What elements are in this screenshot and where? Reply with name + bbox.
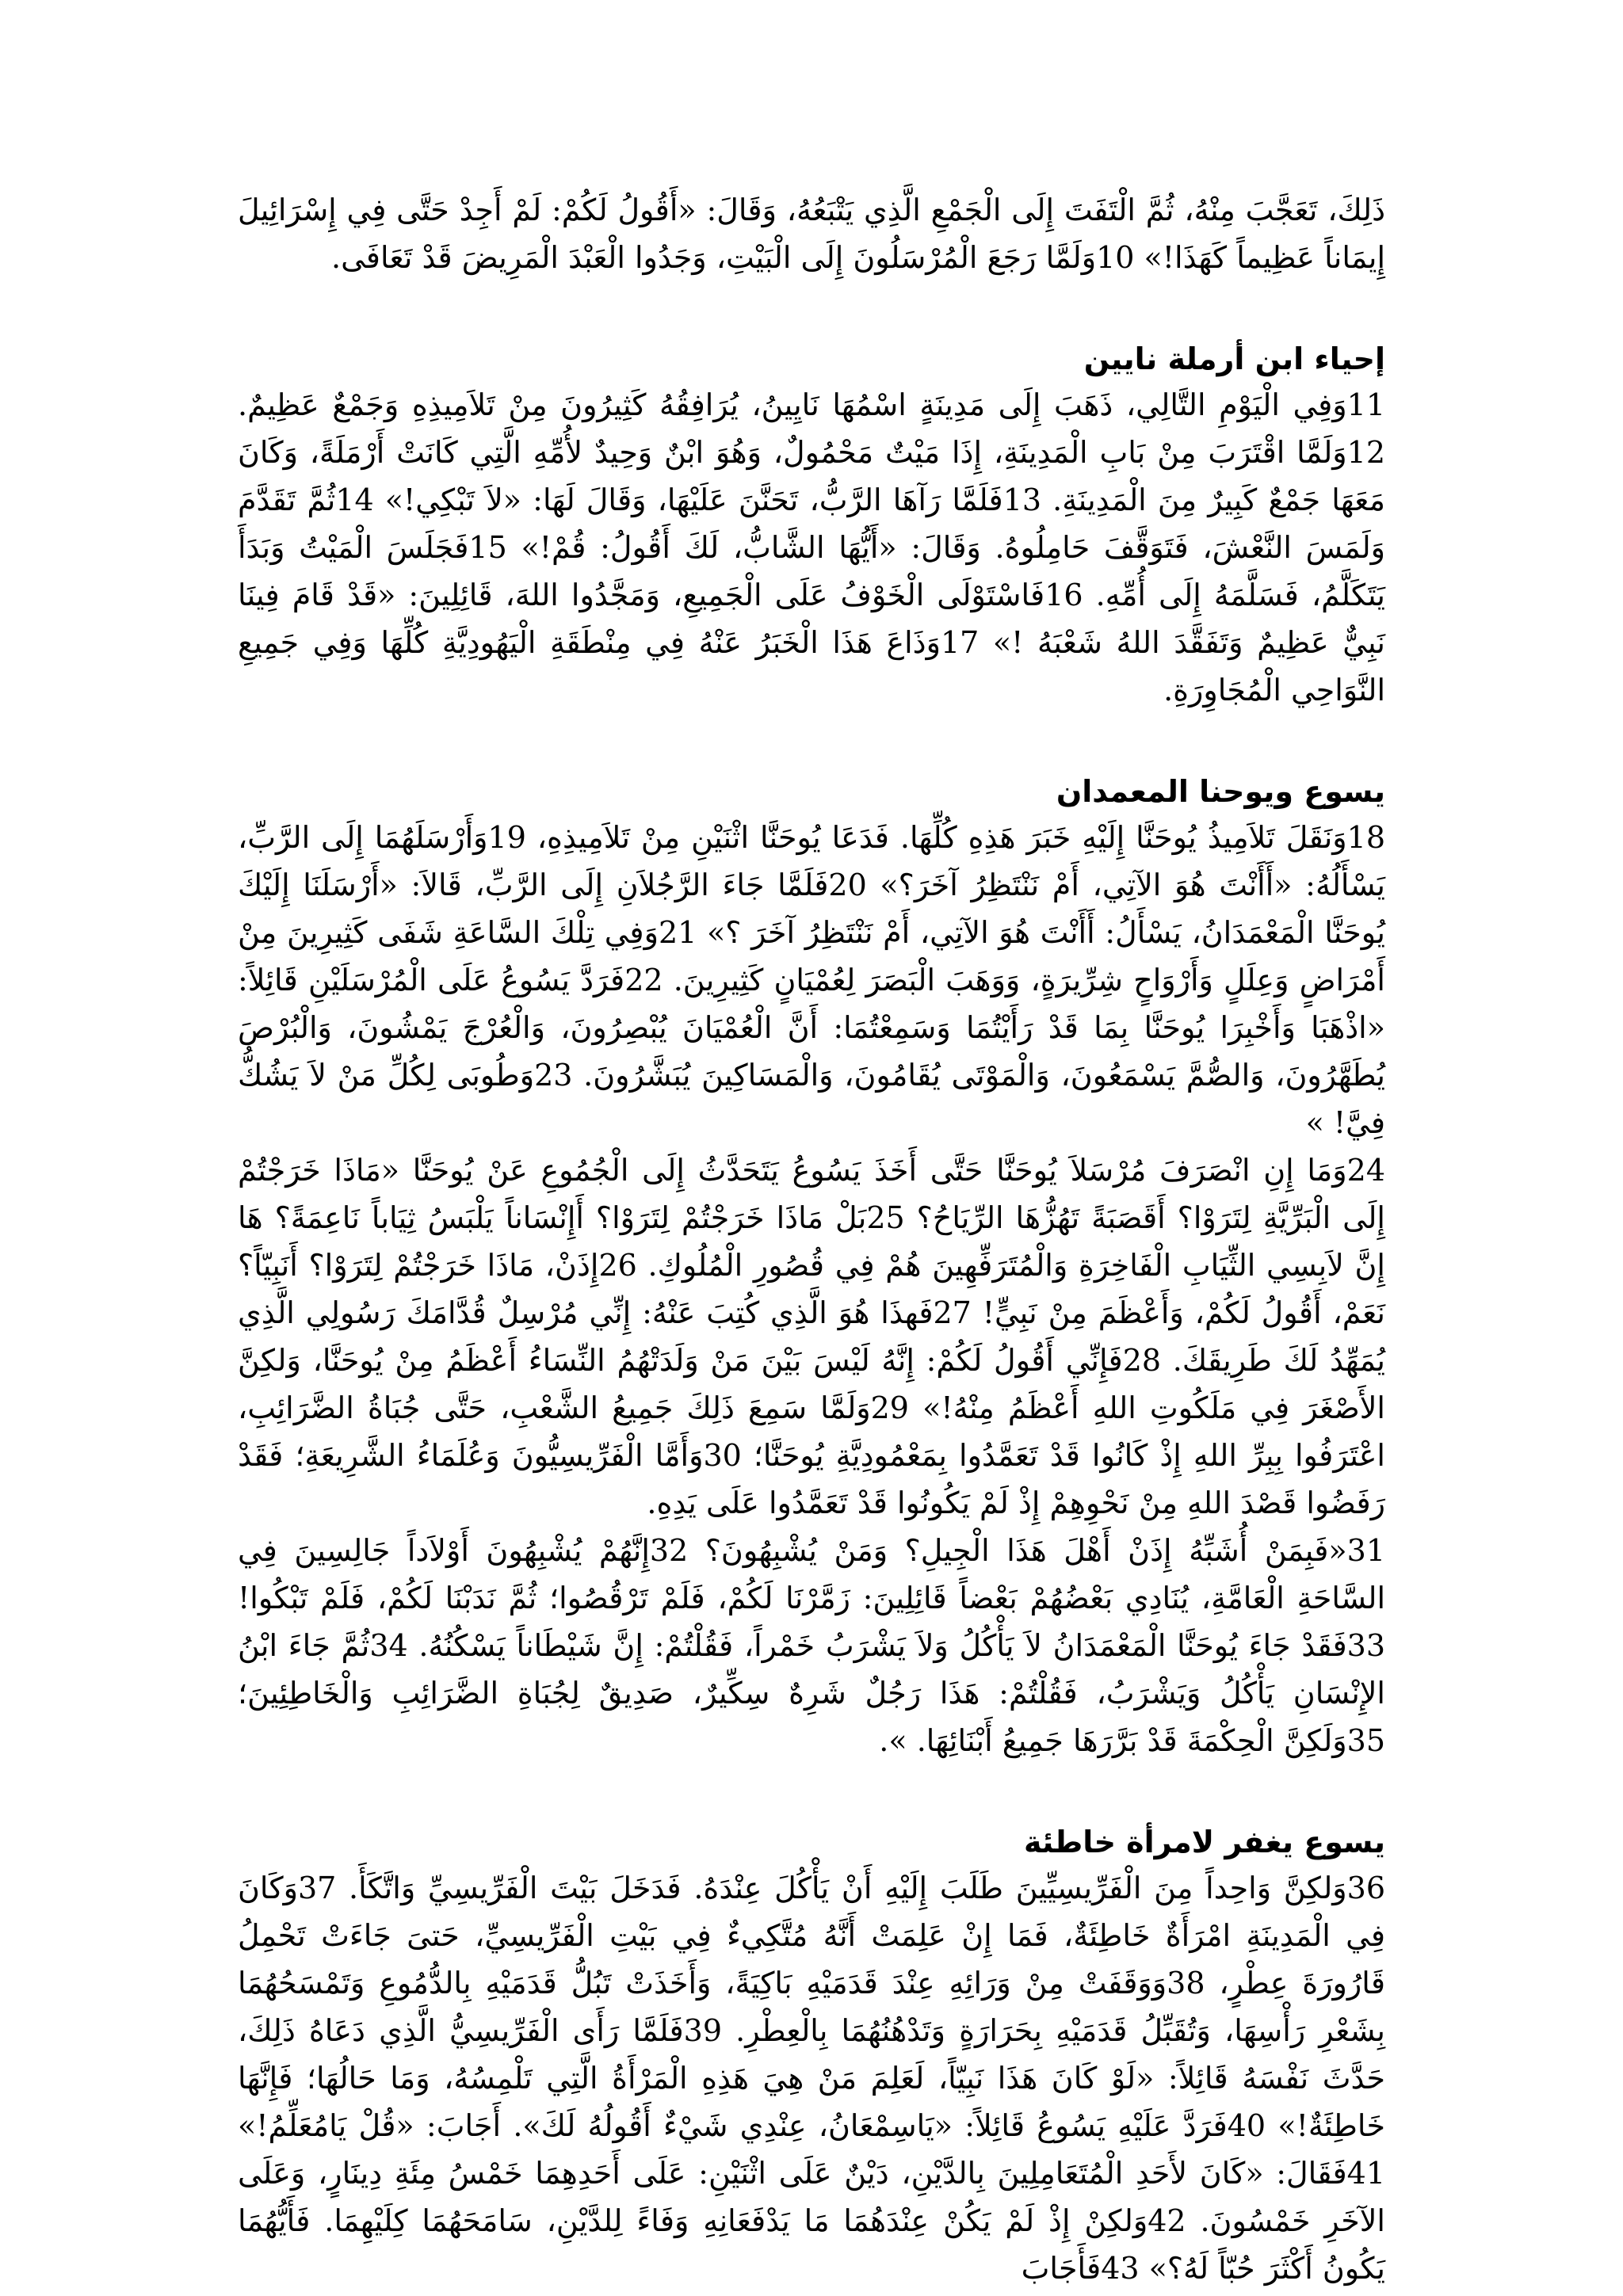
section-nain-widow	[238, 337, 1385, 714]
section-paragraph: 36وَلكِنَّ وَاحِداً مِنَ الْفَرِّيسِيِّينَ طَلَبَ إِلَيْهِ أَنْ يَأْكُلَ عِنْدَهُ. فَدَخَلَ بَيْتَ الْفَرِّيسِيِّ وَاتَّكَأَ. 37وَكَانَ فِي الْمَدِينَةِ امْرَأَةٌ خَاطِئَةٌ، فَمَا إِنْ عَلِمَتْ أَنَّهُ مُتَّكِيءٌ فِي بَيْتِ الْفَرِّيسِيِّ، حَتىَ جَاءَتْ تَحْمِلُ قَارُورَةَ عِطْرٍ، 38وَوَقَفَتْ مِنْ وَرَائِهِ عِنْدَ قَدَمَيْهِ بَاكِيَةً، وَأَخَذَتْ تَبُلُّ قَدَمَيْهِ بِالدُّمُوعِ وَتَمْسَحُهُمَا بِشَعْرِ رَأْسِهَا، وَتُقَبِّلُ قَدَمَيْهِ بِحَرَارَةٍ وَتَدْهُنُهُمَا بِالْعِطْرِ. 39فَلَمَّا رَأَى الْفَرِّيسِيُّ الَّذِي دَعَاهُ ذَلِكَ، حَدَّثَ نَفْسَهُ قَائِلاً: «لَوْ كَانَ هَذَا نَبِيّاً، لَعَلِمَ مَنْ هِيَ هَذِهِ الْمَرْأَةُ الَّتِي تَلْمِسُهُ، وَمَا حَالُهَا؛ فَإِنَّهَا خَاطِئَةٌ!» 40فَرَدَّ عَلَيْهِ يَسُوعُ قَائِلاً: «يَاسِمْعَانُ، عِنْدِي شَيْءٌ أَقُولُهُ لَكَ». أَجَابَ: «قُلْ يَامُعَلِّمُ!» 41فَقَالَ: «كَانَ لأَحَدِ الْمُتَعَامِلِينَ بِالدَّيْنِ، دَيْنٌ عَلَى اثْنَيْنِ: عَلَى أَحَدِهِمَا خَمْسُ مِئَةِ دِينَارٍ، وَعَلَى الآخَرِ خَمْسُونَ. 42وَلكِنْ إِذْ لَمْ يَكُنْ عِنْدَهُمَا مَا يَدْفَعَانِهِ وَفَاءً لِلدَّيْنِ، سَامَحَهُمَا كِلَيْهِمَا. فَأَيُّهُمَا يَكُونُ أَكْثَرَ حُبّاً لَهُ؟» 43فَأَجَابَ	[238, 1871, 1385, 2286]
intro-paragraph: ذَلِكَ، تَعَجَّبَ مِنْهُ، ثُمَّ الْتَفَتَ إِلَى الْجَمْعِ الَّذِي يَتْبَعُهُ، وَقَالَ: «أَقُولُ لَكُمْ: لَمْ أَجِدْ حَتَّى فِي إِسْرَائِيلَ إِيمَاناً عَظِيماً كَهَذَا!» 10وَلَمَّا رَجَعَ الْمُرْسَلُونَ إِلَى الْبَيْتِ، وَجَدُوا الْعَبْدَ الْمَرِيضَ قَدْ تَعَافَى.	[238, 193, 1385, 275]
section-heading: يسوع يغفر لامرأة خاطئة	[1023, 1825, 1385, 1859]
document-page	[238, 186, 1385, 2292]
section-paragraph: 11وَفِي الْيَوْمِ التَّالِي، ذَهَبَ إِلَى مَدِينَةٍ اسْمُهَا نَايِينُ، يُرَافِقُهُ كَثِيرُونَ مِنْ تَلاَمِيذِهِ وَجَمْعٌ عَظِيمٌ. 12وَلَمَّا اقْتَرَبَ مِنْ بَابِ الْمَدِينَةِ، إِذَا مَيْتٌ مَحْمُولٌ، وَهُوَ ابْنٌ وَحِيدٌ لأُمِّهِ الَّتِي كَانَتْ أَرْمَلَةً، وَكَانَ مَعَهَا جَمْعٌ كَبِيرٌ مِنَ الْمَدِينَةِ. 13فَلَمَّا رَآهَا الرَّبُّ، تَحَنَّنَ عَلَيْهَا، وَقَالَ لَهَا: «لاَ تَبْكِي!» 14ثُمَّ تَقَدَّمَ وَلَمَسَ النَّعْشَ، فَتَوَقَّفَ حَامِلُوهُ. وَقَالَ: «أَيُّهَا الشَّابُّ، لَكَ أَقُولُ: قُمْ!» 15فَجَلَسَ الْمَيْتُ وَبَدَأَ يَتَكَلَّمُ، فَسَلَّمَهُ إِلَى أُمِّهِ. 16فَاسْتَوْلَى الْخَوْفُ عَلَى الْجَمِيعِ، وَمَجَّدُوا اللهَ، قَائِلِينَ: «قَدْ قَامَ فِينَا نَبِيٌّ عَظِيمٌ وَتَفَقَّدَ اللهُ شَعْبَهُ !» 17وَذَاعَ هَذَا الْخَبَرُ عَنْهُ فِي مِنْطَقَةِ الْيَهُودِيَّةِ كُلِّهَا وَفِي جَمِيعِ النَّوَاحِي الْمُجَاوِرَةِ.	[238, 387, 1386, 707]
section-heading: إحياء ابن أرملة نايين	[1083, 341, 1385, 376]
section-paragraph: 24وَمَا إِنِ انْصَرَفَ مُرْسَلاَ يُوحَنَّا حَتَّى أَخَذَ يَسُوعُ يَتَحَدَّثُ إِلَى الْجُمُوعِ عَنْ يُوحَنَّا «مَاذَا خَرَجْتُمْ إِلَى الْبَرِّيَّةِ لِتَرَوْا؟ أَقَصَبَةً تَهُزُّهَا الرِّيَاحُ؟ 25بَلْ مَاذَا خَرَجْتُمْ لِتَرَوْا؟ أَإِنْسَاناً يَلْبَسُ ثِيَاباً نَاعِمَةً؟ هَا إِنَّ لاَبِسِي الثِّيَابِ الْفَاخِرَةِ وَالْمُتَرَفِّهِينَ هُمْ فِي قُصُورِ الْمُلُوكِ. 26إِذَنْ، مَاذَا خَرَجْتُمْ لِتَرَوْا؟ أَنَبِيّاً؟ نَعَمْ، أَقُولُ لَكُمْ، وَأَعْظَمَ مِنْ نَبِيٍّ! 27فَهذَا هُوَ الَّذِي كُتِبَ عَنْهُ: إِنِّي مُرْسِلٌ قُدَّامَكَ رَسُولِي الَّذِي يُمَهِّدُ لَكَ طَرِيقَكَ. 28فَإِنِّي أَقُولُ لَكُمْ: إِنَّهُ لَيْسَ بَيْنَ مَنْ وَلَدَتْهُمُ النِّسَاءُ أَعْظَمُ مِنْ يُوحَنَّا، وَلكِنَّ الأَصْغَرَ فِي مَلَكُوتِ اللهِ أَعْظَمُ مِنْهُ!» 29وَلَمَّا سَمِعَ ذَلِكَ جَمِيعُ الشَّعْبِ، حَتَّى جُبَاةُ الضَّرَائِبِ، اعْتَرَفُوا بِبِرِّ اللهِ إِذْ كَانُوا قَدْ تَعَمَّدُوا بِمَعْمُودِيَّةِ يُوحَنَّا؛ 30وَأَمَّا الْفَرِّيسِيُّونَ وَعُلَمَاءُ الشَّرِيعَةِ؛ فَقَدْ رَفَضُوا قَصْدَ اللهِ مِنْ نَحْوِهِمْ إِذْ لَمْ يَكُونُوا قَدْ تَعَمَّدُوا عَلَى يَدِهِ.	[238, 1153, 1385, 1520]
section-heading: يسوع ويوحنا المعمدان	[1056, 774, 1385, 809]
section-john-baptist	[238, 769, 1385, 1764]
section-paragraph: 18وَنَقَلَ تَلاَمِيذُ يُوحَنَّا إِلَيْهِ خَبَرَ هَذِهِ كُلِّهَا. فَدَعَا يُوحَنَّا اثْنَيْنِ مِنْ تَلاَمِيذِهِ، 19وَأَرْسَلَهُمَا إِلَى الرَّبِّ، يَسْأَلُهُ: «أَأَنْتَ هُوَ الآتِي، أَمْ نَنْتَظِرُ آخَرَ؟» 20فَلَمَّا جَاءَ الرَّجُلاَنِ إِلَى الرَّبِّ، قَالاَ: «أَرْسَلَنَا إِلَيْكَ يُوحَنَّا الْمَعْمَدَانُ، يَسْأَلُ: أَأَنْتَ هُوَ الآتِي، أَمْ نَنْتَظِرُ آخَرَ ؟» 21وَفِي تِلْكَ السَّاعَةِ شَفَى كَثِيرِينَ مِنْ أَمْرَاضٍ وَعِلَلٍ وَأَرْوَاحٍ شِرِّيرَةٍ، وَوَهَبَ الْبَصَرَ لِعُمْيَانٍ كَثِيرِينَ. 22فَرَدَّ يَسُوعُ عَلَى الْمُرْسَلَيْنِ قَائِلاً: «اذْهَبَا وَأَخْبِرَا يُوحَنَّا بِمَا قَدْ رَأَيْتُمَا وَسَمِعْتُمَا: أَنَّ الْعُمْيَانَ يُبْصِرُونَ، وَالْعُرْجَ يَمْشُونَ، وَالْبُرْصَ يُطَهَّرُونَ، وَالصُّمَّ يَسْمَعُونَ، وَالْمَوْتَى يُقَامُونَ، وَالْمَسَاكِينَ يُبَشَّرُونَ. 23وَطُوبَى لِكُلِّ مَنْ لاَ يَشُكُّ فِيَّ! »	[238, 820, 1385, 1140]
section-sinful-woman	[238, 1820, 1385, 2292]
section-paragraph: 31«فَبِمَنْ أُشَبِّهُ إِذَنْ أَهْلَ هَذَا الْجِيلِ؟ وَمَنْ يُشْبِهُونَ؟ 32إِنَّهُمْ يُشْبِهُونَ أَوْلاَداً جَالِسِينَ فِي السَّاحَةِ الْعَامَّةِ، يُنَادِي بَعْضُهُمْ بَعْضاً قَائِلِينَ: زَمَّرْنَا لَكُمْ، فَلَمْ تَرْقُصُوا؛ ثُمَّ نَدَبْنَا لَكُمْ، فَلَمْ تَبْكُوا! 33فَقَدْ جَاءَ يُوحَنَّا الْمَعْمَدَانُ لاَ يَأْكُلُ وَلاَ يَشْرَبُ خَمْراً، فَقُلْتُمْ: إِنَّ شَيْطَاناً يَسْكُنُهُ. 34ثُمَّ جَاءَ ابْنُ الإِنْسَانِ يَأْكُلُ وَيَشْرَبُ، فَقُلْتُمْ: هَذَا رَجُلٌ شَرِهٌ سِكِّيرٌ، صَدِيقٌ لِجُبَاةِ الضَّرَائِبِ وَالْخَاطِئِينَ؛ 35وَلَكِنَّ الْحِكْمَةَ قَدْ بَرَّرَهَا جَمِيعُ أَبْنَائِهَا. ».	[238, 1533, 1385, 1758]
